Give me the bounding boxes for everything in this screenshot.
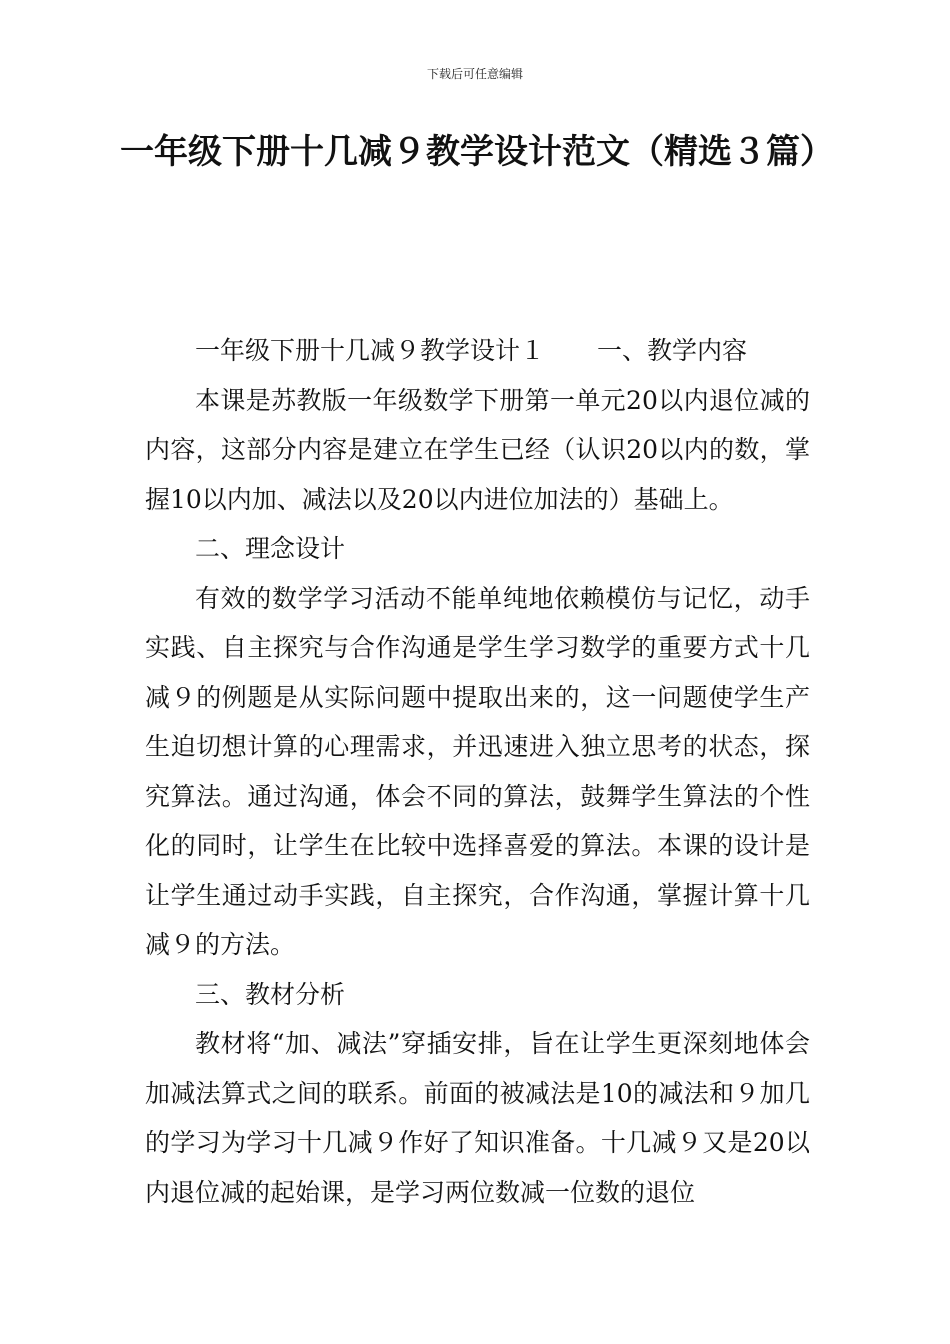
section-heading-textbook-analysis: 三、教材分析 — [195, 979, 346, 1009]
paragraph-3: 有效的数学学习活动不能单纯地依赖模仿与记忆，动手实践、自主探究与合作沟通是学生学习数学的重要方式十几减９的例题是从实际问题中提取出来的，这一问题使学生产生迫切想计算的心理需求，并迅速进入独立思考的状态，探究算法。通过沟通，体会不同的算法，鼓舞学生算法的个性化的同时，让学生在比较中选择喜爱的算法。本课的设计是让学生通过动手实践，自主探究，合作沟通，掌握计算十几减９的方法。 — [145, 583, 810, 959]
paragraph-2: 本课是苏教版一年级数学下册第一单元20以内退位减的内容，这部分内容是建立在学生已经（认识20以内的数，掌握10以内加、减法以及20以内进位加法的）基础上。 — [145, 385, 810, 514]
paragraph-1 — [145, 326, 810, 376]
section-heading-concept-design: 二、理念设计 — [195, 534, 346, 563]
paragraph-4: 教材将“加、减法”穿插安排，旨在让学生更深刻地体会加减法算式之间的联系。前面的被减法是10的减法和９加几的学习为学习十几减９作好了知识准备。十几减９又是20以内退位减的起始课，是学习两位数减一位数的退位 — [145, 1029, 810, 1207]
page-header-note: 下载后可任意编辑 — [426, 67, 523, 81]
section-heading-teaching-content: 一、教学内容 — [597, 336, 748, 365]
document-body — [145, 326, 810, 1217]
document-title: 一年级下册十几减９教学设计范文（精选３篇） — [120, 132, 834, 172]
section-heading-lesson-1: 一年级下册十几减９教学设计１ — [195, 336, 546, 365]
